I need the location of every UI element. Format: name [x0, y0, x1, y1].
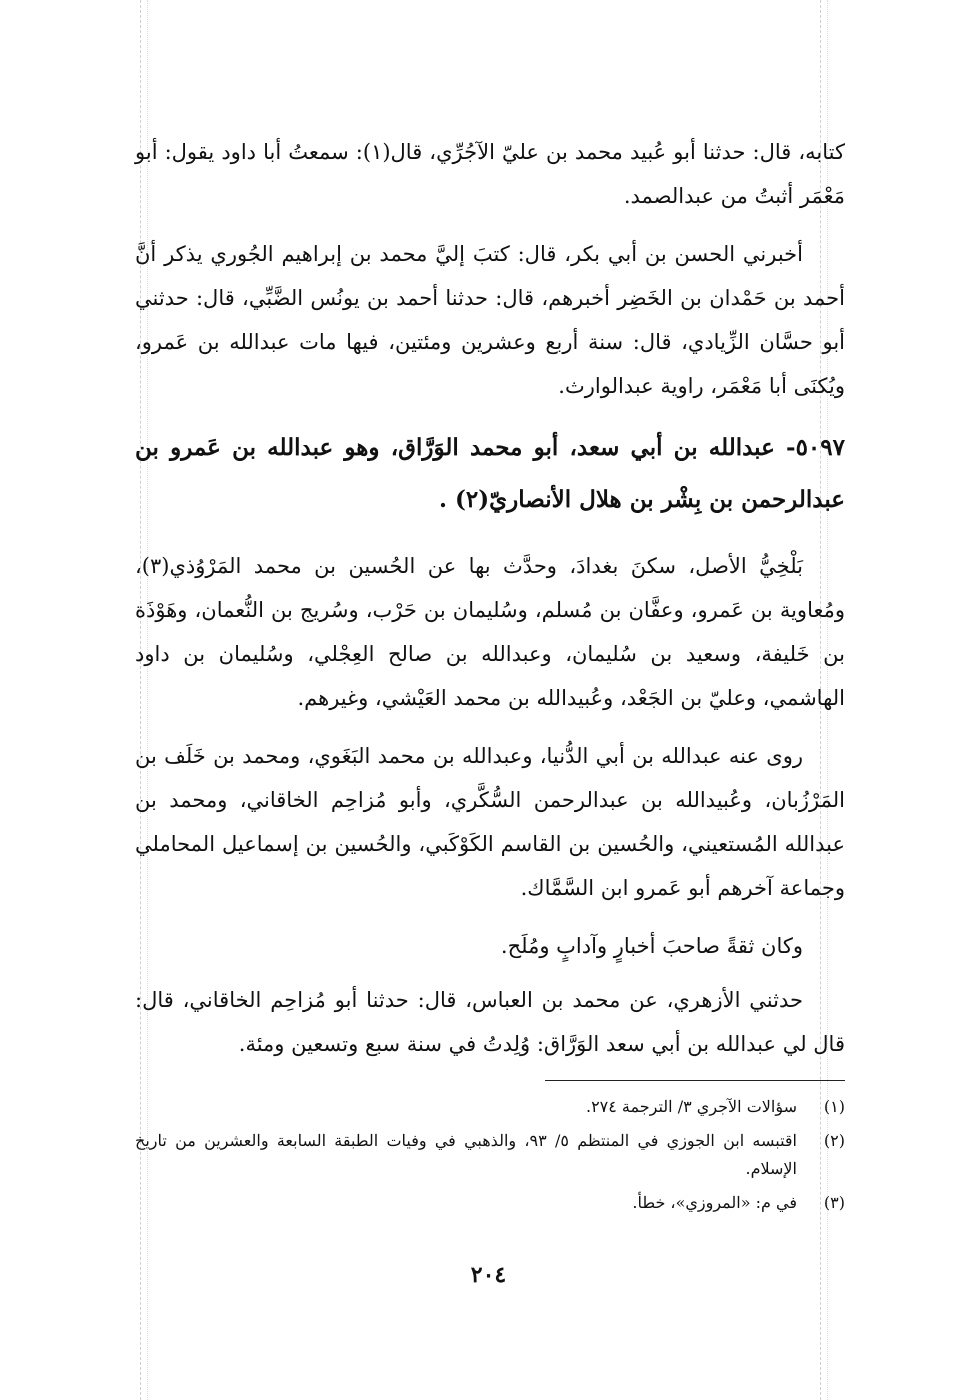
biography-entry-heading: ٥٠٩٧- عبدالله بن أبي سعد، أبو محمد الوَرَّاق، وهو عبدالله بن عَمرو بن عبدالرحمن بن بِشْر بن هلال الأنصاريّ(٢) . — [135, 434, 845, 513]
paragraph-2: أخبرني الحسن بن أبي بكر، قال: كتبَ إليَّ محمد بن إبراهيم الجُوري يذكر أنَّ أحمد بن حَمْدان بن الخَضِر أخبرهم، قال: حدثنا أحمد بن يونُس الضَّبِّي، قال: حدثني أبو حسَّان الزِّيادي، قال: سنة أربع وعشرين ومئتين، فيها مات عبدالله بن عَمرو، ويُكنَى أبا مَعْمَر، راوية عبدالوارث. — [135, 242, 845, 398]
paragraph-3: بَلْخِيُّ الأصل، سكنَ بغدادَ، وحدَّث بها عن الحُسين بن محمد المَرْوُذي(٣)، ومُعاوية بن عَمرو، وعفَّان بن مُسلم، وسُليمان بن حَرْب، وسُريج بن النُّعمان، وهَوْذَة بن خَليفة، وسعيد بن سُليمان، وعبدالله بن صالح العِجْلي، وسُليمان بن داود الهاشمي، وعليّ بن الجَعْد، وعُبيدالله بن محمد العَيْشي، وغيرهم. — [135, 554, 845, 710]
footnote-text: اقتبسه ابن الجوزي في المنتظم ٥/ ٩٣، والذهبي في وفيات الطبقة السابعة والعشرين من تاريخ الإسلام. — [135, 1131, 797, 1178]
paragraph-5: وكان ثقةً صاحبَ أخبارٍ وآدابٍ ومُلَح. — [500, 934, 803, 958]
footnote-number: (٣) — [823, 1193, 845, 1212]
footnotes — [135, 1093, 845, 1217]
paragraph-4: روى عنه عبدالله بن أبي الدُّنيا، وعبدالله بن محمد البَغَوي، ومحمد بن خَلَف بن المَرْزُبان، وعُبيدالله بن عبدالرحمن السُّكَّري، وأبو مُزاحِم الخاقاني، ومحمد بن عبدالله المُستعيني، والحُسين بن القاسم الكَوْكَبي، والحُسين بن إسماعيل المحاملي وجماعة آخرهم أبو عَمرو ابن السَّمَّاك. — [135, 744, 845, 900]
footnote-text: سؤالات الآجري ٣/ الترجمة ٢٧٤. — [585, 1097, 797, 1116]
footnote-number: (٢) — [823, 1131, 845, 1150]
footnote-text: في م: «المروزي»، خطأ. — [632, 1193, 797, 1212]
footnote-divider — [545, 1080, 845, 1081]
page-content — [135, 130, 845, 1223]
footnote-2 — [135, 1127, 845, 1183]
footnote-1 — [135, 1093, 845, 1121]
paragraph-1: كتابه، قال: حدثنا أبو عُبيد محمد بن عليّ الآجُرِّي، قال(١): سمعتُ أبا داود يقول: أبو مَعْمَر أثبتُ من عبدالصمد. — [135, 140, 845, 208]
paragraph-6: حدثني الأزهري، عن محمد بن العباس، قال: حدثنا أبو مُزاحِم الخاقاني، قال: قال لي عبدالله بن أبي سعد الوَرَّاق: وُلِدتُ في سنة سبع وتسعين ومئة. — [135, 988, 845, 1056]
footnote-number: (١) — [823, 1097, 845, 1116]
footnote-3 — [135, 1189, 845, 1217]
page-number: ٢٠٤ — [470, 1262, 507, 1288]
